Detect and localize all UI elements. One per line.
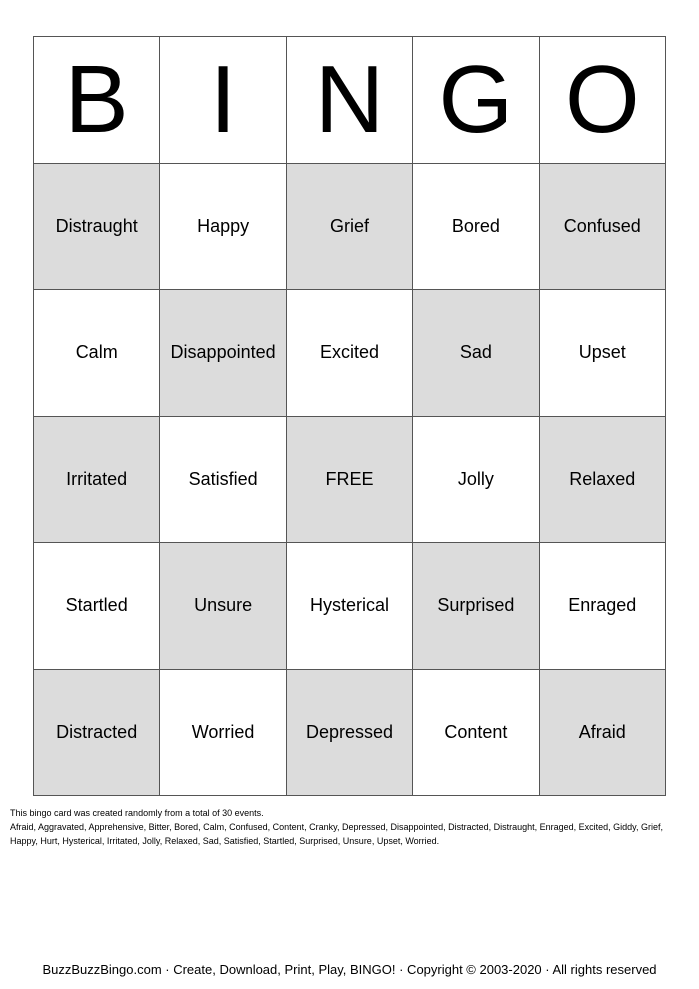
- bingo-cell: Satisfied: [160, 417, 286, 544]
- bingo-cell: Upset: [540, 290, 666, 417]
- free-space-cell: FREE: [287, 417, 413, 544]
- bingo-cell: Relaxed: [540, 417, 666, 544]
- site-footer: BuzzBuzzBingo.com · Create, Download, Print, Play, BINGO! · Copyright © 2003-2020 · All rights reserved: [42, 962, 657, 977]
- bingo-cell: Jolly: [413, 417, 539, 544]
- bingo-cell: Hysterical: [287, 543, 413, 670]
- bingo-cell: Startled: [34, 543, 160, 670]
- bingo-cell: Confused: [540, 164, 666, 291]
- bingo-cell: Bored: [413, 164, 539, 291]
- bingo-cell: Irritated: [34, 417, 160, 544]
- bingo-cell: Excited: [287, 290, 413, 417]
- bingo-cell: Happy: [160, 164, 286, 291]
- bingo-cell: Disappointed: [160, 290, 286, 417]
- bingo-cell: Content: [413, 670, 539, 797]
- bingo-cell: Distracted: [34, 670, 160, 797]
- bingo-cell: Afraid: [540, 670, 666, 797]
- bingo-cell: Surprised: [413, 543, 539, 670]
- event-list-text: Afraid, Aggravated, Apprehensive, Bitter, Bored, Calm, Confused, Content, Cranky, Depressed, Disappointed, Distracted, Distraught, Enraged, Excited, Giddy, Grief, Happy, Hurt, Hysterical, Irritated, Jolly, Relaxed, Sad, Satisfied, Startled, Surprised, Unsure, Upset, Worried.: [10, 822, 663, 846]
- header-letter-b: B: [34, 37, 160, 164]
- bingo-cell: Unsure: [160, 543, 286, 670]
- header-letter-g: G: [413, 37, 539, 164]
- bingo-cell: Grief: [287, 164, 413, 291]
- header-letter-i: I: [160, 37, 286, 164]
- event-list-note: [10, 806, 690, 848]
- bingo-cell: Enraged: [540, 543, 666, 670]
- bingo-cell: Calm: [34, 290, 160, 417]
- header-letter-o: O: [540, 37, 666, 164]
- header-letter-n: N: [287, 37, 413, 164]
- bingo-card: [33, 36, 666, 796]
- bingo-cell: Sad: [413, 290, 539, 417]
- bingo-cell: Worried: [160, 670, 286, 797]
- bingo-cell: Depressed: [287, 670, 413, 797]
- event-count-text: This bingo card was created randomly from a total of 30 events.: [10, 808, 264, 818]
- bingo-cell: Distraught: [34, 164, 160, 291]
